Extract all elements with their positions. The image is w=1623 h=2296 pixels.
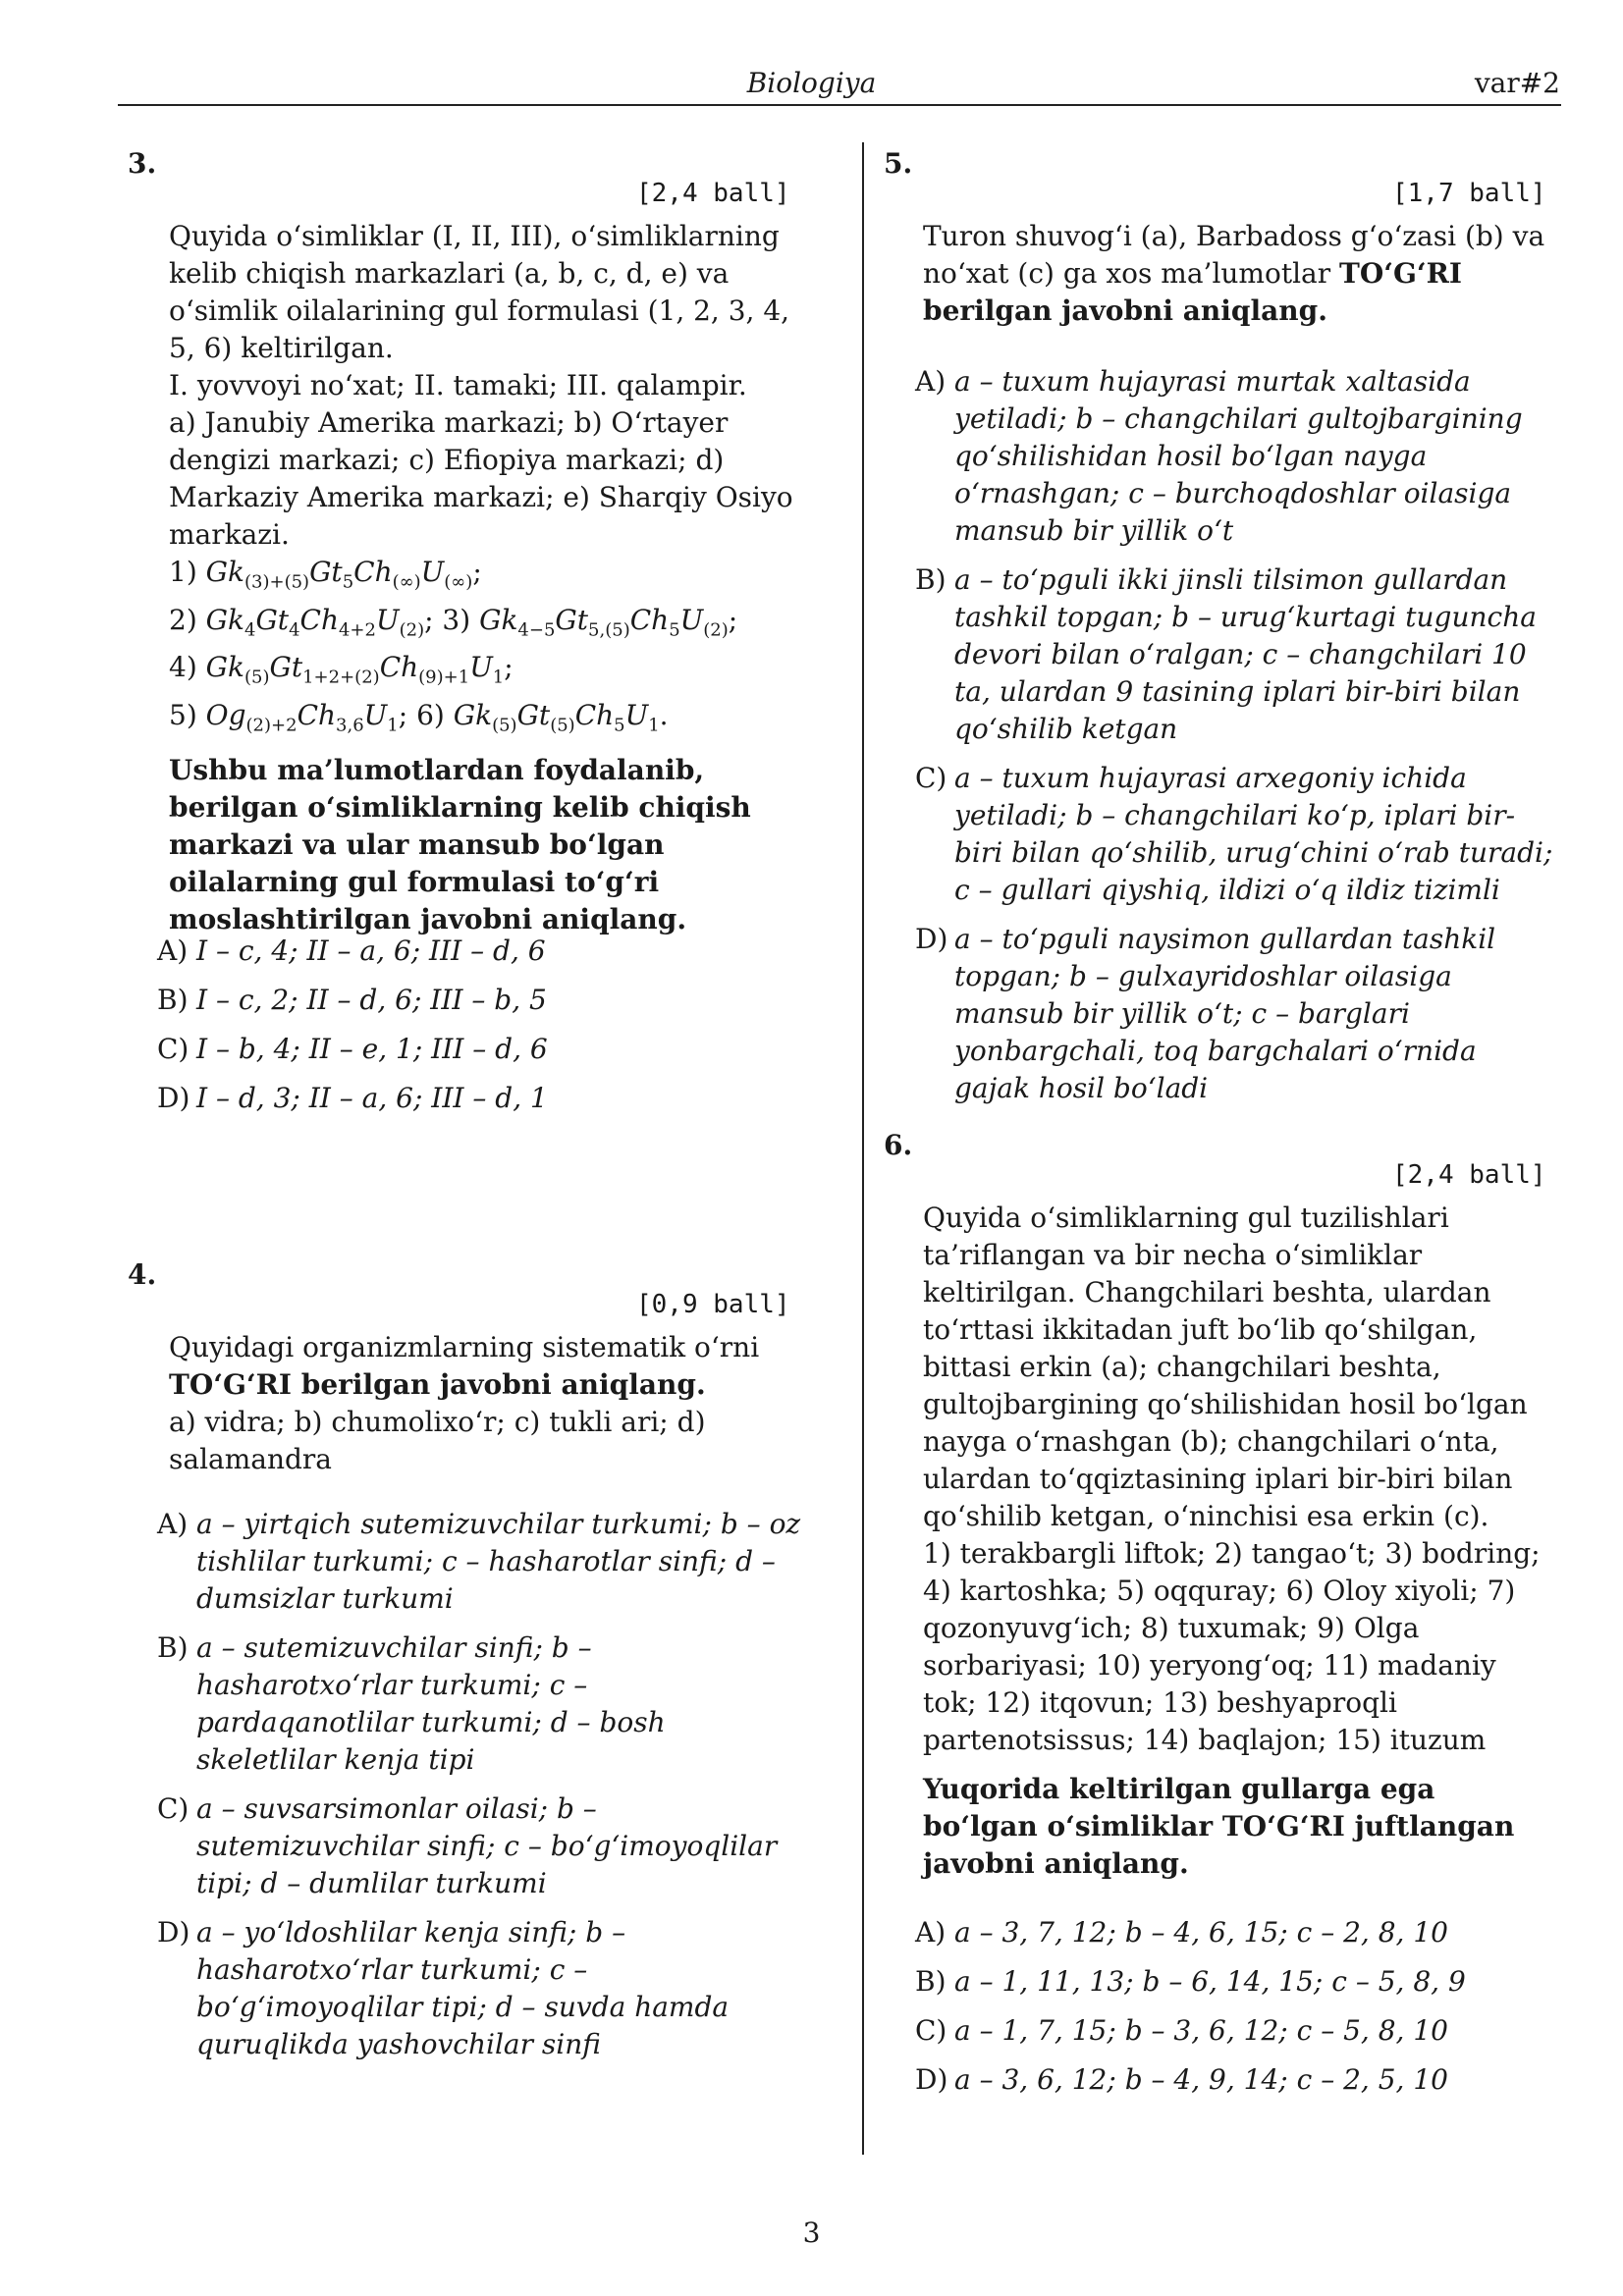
q3-centers: a) Janubiy Amerika markazi; b) O‘rtayer dengizi markazi; c) Efiopiya markazi; d) Markaziy Amerika markazi; e) Sharqiy Osiyo markazi. <box>169 406 793 551</box>
q5-intro-bold: TO‘G‘RI berilgan javobni aniqlang. <box>923 257 1463 327</box>
q3-formula-5-6: 5) $Og_{(2)+2}Ch_{3,6}U_1$; 6) $Gk_{(5)}Gt_{(5)}Ch_5U_1$. <box>169 698 669 736</box>
q3-options <box>157 933 805 1129</box>
q4-option-d[interactable] <box>157 1914 805 2063</box>
option-text: a – to‘pguli ikki jinsli tilsimon gullardan tashkil topgan; b – urug‘kurtagi tuguncha devori bilan o‘ralgan; c – changchilari 10 ta, ulardan 9 tasining iplari bir-biri bilan qo‘shilib ketgan <box>954 563 1537 745</box>
option-letter: C) <box>915 762 947 794</box>
q5-option-a[interactable] <box>915 363 1553 550</box>
option-letter: D) <box>915 923 948 955</box>
option-letter: C) <box>915 2014 947 2047</box>
option-text: a – sutemizuvchilar sinfi; b – hasharotxo‘rlar turkumi; c – pardaqanotlilar turkumi; d – bosh skeletlilar kenja tipi <box>196 1631 666 1776</box>
subject-title: Biologiya <box>746 67 877 99</box>
q4-option-b[interactable] <box>157 1629 805 1779</box>
q5-option-b[interactable] <box>915 561 1553 748</box>
option-text: a – 3, 6, 12; b – 4, 9, 14; c – 2, 5, 10 <box>954 2063 1448 2096</box>
option-letter: B) <box>157 1631 189 1664</box>
option-text: a – yirtqich sutemizuvchilar turkumi; b – oz tishlilar turkumi; c – hasharotlar sinfi; d – dumsizlar turkumi <box>196 1508 801 1615</box>
option-text: I – c, 2; II – d, 6; III – b, 5 <box>196 984 547 1016</box>
q6-intro: Quyida o‘simliklarning gul tuzilishlari ta’riflangan va bir necha o‘simliklar keltirilgan. Changchilari beshta, ulardan to‘rttasi ikkitadan juft bo‘lib qo‘shilgan, bittasi erkin (a); changchilari beshta, gultojbargining qo‘shilishidan hosil bo‘lgan nayga o‘rnashgan (b); changchilari o‘nta, ulardan to‘qqiztasining iplari bir-biri bilan qo‘shilib ketgan, o‘ninchisi esa erkin (c). <box>923 1201 1528 1532</box>
q3-question: Ushbu ma’lumotlardan foydalanib, berilgan o‘simliklarning kelib chiqish markazi va ular mansub bo‘lgan oilalarning gul formulasi to‘g‘ri moslashtirilgan javobni aniqlang. <box>169 754 751 936</box>
q3-formula-1: 1) $Gk_{(3)+(5)}Gt_5Ch_{(\infty)}U_{(\infty)}$; <box>169 556 482 593</box>
q5-option-c[interactable] <box>915 760 1553 909</box>
q6-plants: 1) terakbargli liftok; 2) tangao‘t; 3) bodring; 4) kartoshka; 5) oqquray; 6) Oloy xiyoli; 7) qozonyuvg‘ich; 8) tuxumak; 9) Olga sorbariyasi; 10) yeryong‘oq; 11) madaniy tok; 12) itqovun; 13) beshyaproqli partenotsissus; 14) baqlajon; 15) ituzum <box>923 1537 1541 1756</box>
q6-options <box>915 1914 1553 2110</box>
option-text: a – 3, 7, 12; b – 4, 6, 15; c – 2, 8, 10 <box>954 1916 1448 1949</box>
option-letter: A) <box>915 1916 947 1949</box>
q4-intro-bold: TO‘G‘RI berilgan javobni aniqlang. <box>169 1368 706 1401</box>
q3-ball: [2,4 ball] <box>636 179 790 208</box>
q5-option-d[interactable] <box>915 921 1553 1107</box>
q5-stem <box>923 218 1551 330</box>
q3-option-c[interactable] <box>157 1031 805 1068</box>
q3-formula-2-3: 2) $Gk_4Gt_4Ch_{4+2}U_{(2)}$; 3) $Gk_{4-5}Gt_{5,(5)}Ch_5U_{(2)}$; <box>169 603 738 641</box>
option-letter: A) <box>915 365 947 398</box>
q4-options <box>157 1506 805 2075</box>
option-text: a – suvsarsimonlar oilasi; b – sutemizuvchilar sinfi; c – bo‘g‘imoyoqlilar tipi; d – dumlilar turkumi <box>196 1792 778 1899</box>
q4-number: 4. <box>128 1258 157 1291</box>
option-letter: D) <box>157 1082 190 1114</box>
q4-intro: Quyidagi organizmlarning sistematik o‘rni <box>169 1331 760 1363</box>
q3-formula-4: 4) $Gk_{(5)}Gt_{1+2+(2)}Ch_{(9)+1}U_1$; <box>169 651 514 688</box>
q4-items: a) vidra; b) chumolixo‘r; c) tukli ari; d) salamandra <box>169 1406 706 1475</box>
option-text: a – tuxum hujayrasi murtak xaltasida yetiladi; b – changchilari gultojbargining qo‘shilishidan hosil bo‘lgan nayga o‘rnashgan; c – burchoqdoshlar oilasiga mansub bir yillik o‘t <box>954 365 1523 547</box>
q5-options <box>915 363 1553 1119</box>
q4-option-c[interactable] <box>157 1790 805 1902</box>
option-text: a – yo‘ldoshlilar kenja sinfi; b – hasharotxo‘rlar turkumi; c – bo‘g‘imoyoqlilar tipi; d – suvda hamda quruqlikda yashovchilar sinfi <box>196 1916 730 2060</box>
option-letter: B) <box>915 1965 947 1998</box>
option-letter: B) <box>915 563 947 596</box>
q6-number: 6. <box>884 1129 913 1161</box>
option-letter: A) <box>157 1508 189 1540</box>
option-text: I – c, 4; II – a, 6; III – d, 6 <box>196 934 546 967</box>
q3-option-d[interactable] <box>157 1080 805 1117</box>
q3-number: 3. <box>128 147 157 180</box>
q6-option-b[interactable] <box>915 1963 1553 2001</box>
option-letter: C) <box>157 1033 189 1065</box>
q6-stem <box>923 1200 1551 1883</box>
q4-option-a[interactable] <box>157 1506 805 1618</box>
page-number: 3 <box>802 2216 821 2249</box>
q6-ball: [2,4 ball] <box>1392 1160 1546 1190</box>
option-text: I – d, 3; II – a, 6; III – d, 1 <box>196 1082 548 1114</box>
option-text: a – 1, 11, 13; b – 6, 14, 15; c – 5, 8, 9 <box>954 1965 1466 1998</box>
q6-option-c[interactable] <box>915 2012 1553 2050</box>
q6-option-d[interactable] <box>915 2061 1553 2099</box>
q5-ball: [1,7 ball] <box>1392 179 1546 208</box>
option-text: a – to‘pguli naysimon gullardan tashkil topgan; b – gulxayridoshlar oilasiga mansub bir yillik o‘t; c – barglari yonbargchali, toq bargchalari o‘rnida gajak hosil bo‘ladi <box>954 923 1496 1104</box>
q3-option-a[interactable] <box>157 933 805 970</box>
option-letter: D) <box>157 1916 190 1949</box>
variant-label: var#2 <box>1474 67 1560 99</box>
option-letter: A) <box>157 934 189 967</box>
q3-option-b[interactable] <box>157 982 805 1019</box>
option-text: a – tuxum hujayrasi arxegoniy ichida yetiladi; b – changchilari ko‘p, iplari bir-biri bilan qo‘shilib, urug‘chini o‘rab turadi; c – gullari qiyshiq, ildizi o‘q ildiz tizimli <box>954 762 1553 906</box>
q3-plants: I. yovvoyi no‘xat; II. tamaki; III. qalampir. <box>169 369 747 401</box>
q4-stem <box>169 1329 807 1478</box>
option-letter: C) <box>157 1792 189 1825</box>
column-divider <box>862 142 864 2155</box>
q5-number: 5. <box>884 147 913 180</box>
q3-stem <box>169 218 807 938</box>
option-text: a – 1, 7, 15; b – 3, 6, 12; c – 5, 8, 10 <box>954 2014 1448 2047</box>
option-text: I – b, 4; II – e, 1; III – d, 6 <box>196 1033 548 1065</box>
q4-ball: [0,9 ball] <box>636 1290 790 1319</box>
q6-option-a[interactable] <box>915 1914 1553 1951</box>
q3-intro: Quyida o‘simliklar (I, II, III), o‘simliklarning kelib chiqish markazlari (a, b, c, d, e) va o‘simlik oilalarining gul formulasi (1, 2, 3, 4, 5, 6) keltirilgan. <box>169 220 790 364</box>
option-letter: B) <box>157 984 189 1016</box>
header-divider <box>118 104 1561 106</box>
q6-question: Yuqorida keltirilgan gullarga ega bo‘lgan o‘simliklar TO‘G‘RI juftlangan javobni aniqlang. <box>923 1773 1515 1880</box>
q5-intro <box>923 218 1551 330</box>
q5-intro-text: Turon shuvog‘i (a), Barbadoss g‘o‘zasi (b) va no‘xat (c) ga xos ma’lumotlar <box>923 220 1545 290</box>
option-letter: D) <box>915 2063 948 2096</box>
